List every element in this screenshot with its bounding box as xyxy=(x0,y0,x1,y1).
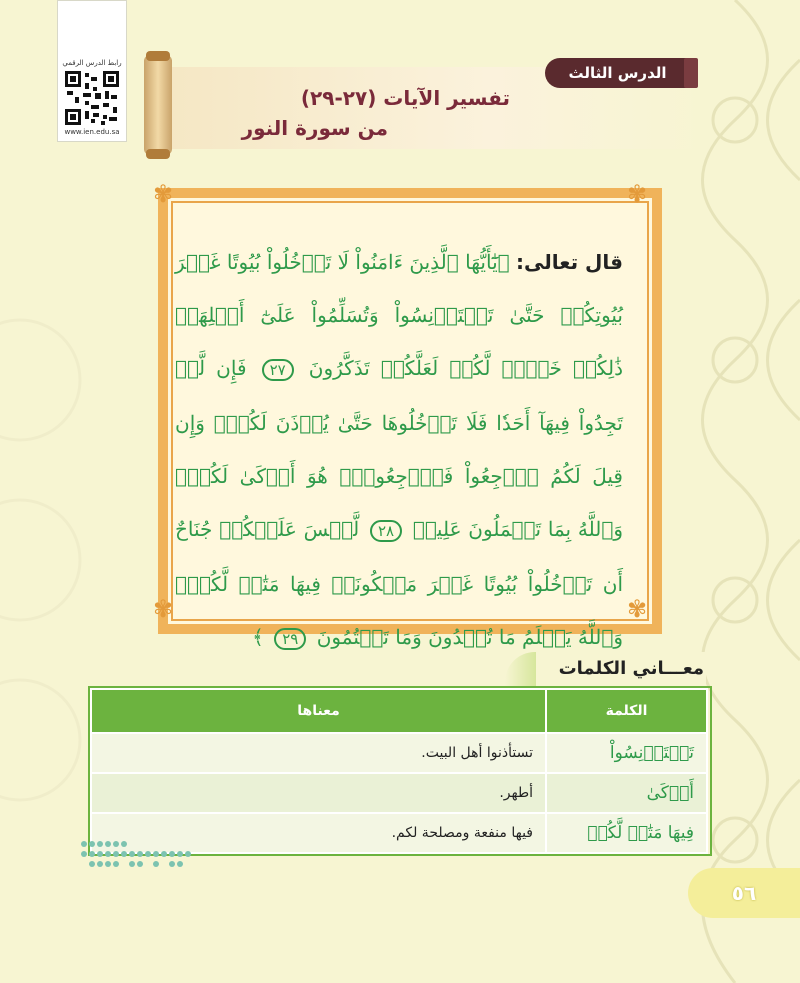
vocab-meaning: أطهر. xyxy=(91,773,546,813)
lesson-title: تفسير الآيات (٢٧-٢٩) xyxy=(300,86,510,110)
verse-28-text: فَإِن لَّمۡ تَجِدُواْ فِيهَآ أَحَدٗا فَلَا تَدۡخُلُوهَا حَتَّىٰ يُؤۡذَنَ لَكُمۡۖ وَإِن قِيلَ لَكُمُ ٱرۡجِعُواْ فَٱرۡجِعُواْۖ هُوَ أَزۡكَىٰ لَكُمۡۚ وَٱللَّهُ بِمَا تَعۡمَلُونَ عَلِيمٞ xyxy=(175,356,623,541)
vocab-word: أَزۡكَىٰ xyxy=(546,773,707,813)
word-column-header: الكلمة xyxy=(546,689,707,733)
verse-29-text: لَّيۡسَ عَلَيۡكُمۡ جُنَاحٌ أَن تَدۡخُلُواْ بُيُوتًا غَيۡرَ مَسۡكُونَةٖ فِيهَا مَتَٰعٞ لَّكُمۡۚ وَٱللَّهُ يَعۡلَمُ مَا تُبۡدُونَ وَمَا تَكۡتُمُونَ xyxy=(175,517,623,649)
page-number: ٥٦ xyxy=(688,868,800,918)
table-row xyxy=(91,773,707,813)
vocab-word: فِيهَا مَتَٰعٞ لَّكُمۡ xyxy=(546,813,707,853)
scroll-rod xyxy=(144,55,172,155)
qr-caption: رابط الدرس الرقمي xyxy=(62,59,122,67)
verse-27-text: ﴿يَٰٓأَيُّهَا ٱلَّذِينَ ءَامَنُواْ لَا تَدۡخُلُواْ بُيُوتًا غَيۡرَ بُيُوتِكُمۡ حَتَّىٰ تَسۡتَأۡنِسُواْ وَتُسَلِّمُواْ عَلَىٰٓ أَهۡلِهَاۚ ذَٰلِكُمۡ خَيۡرٞ لَّكُمۡ لَعَلَّكُمۡ تَذَكَّرُونَ xyxy=(175,250,624,380)
quran-verse-text xyxy=(175,236,624,649)
verse-number-29: ٢٩ xyxy=(274,628,306,650)
ministry-logo-icon xyxy=(78,836,198,872)
meaning-column-header: معناها xyxy=(91,689,546,733)
frame-corner-ornament-icon: ✾ xyxy=(152,180,174,208)
verse-close-bracket: ﴾ xyxy=(252,625,264,649)
vocab-header-row xyxy=(91,689,707,733)
lesson-tag-label: الدرس الثالث xyxy=(568,64,667,82)
frame-corner-ornament-icon: ✾ xyxy=(152,595,174,623)
verse-number-27: ٢٧ xyxy=(262,359,294,381)
lesson-subtitle: من سورة النور xyxy=(241,116,388,140)
vocab-meaning: تستأذنوا أهل البيت. xyxy=(91,733,546,773)
verse-number-28: ٢٨ xyxy=(370,520,402,542)
qr-code-icon[interactable] xyxy=(65,71,119,125)
lesson-number-tag xyxy=(545,58,690,88)
frame-corner-ornament-icon: ✾ xyxy=(626,180,648,208)
vocab-word: تَسۡتَأۡنِسُواْ xyxy=(546,733,707,773)
vocab-table xyxy=(90,688,708,854)
verse-intro: قال تعالى: xyxy=(516,250,624,274)
qr-url[interactable]: www.ien.edu.sa xyxy=(64,128,120,136)
vocab-meaning: فيها منفعة ومصلحة لكم. xyxy=(91,813,546,853)
table-row xyxy=(91,733,707,773)
qr-code-panel[interactable] xyxy=(57,0,127,142)
frame-corner-ornament-icon: ✾ xyxy=(626,595,648,623)
vocab-section-title: معـــاني الكلمات xyxy=(558,658,704,679)
